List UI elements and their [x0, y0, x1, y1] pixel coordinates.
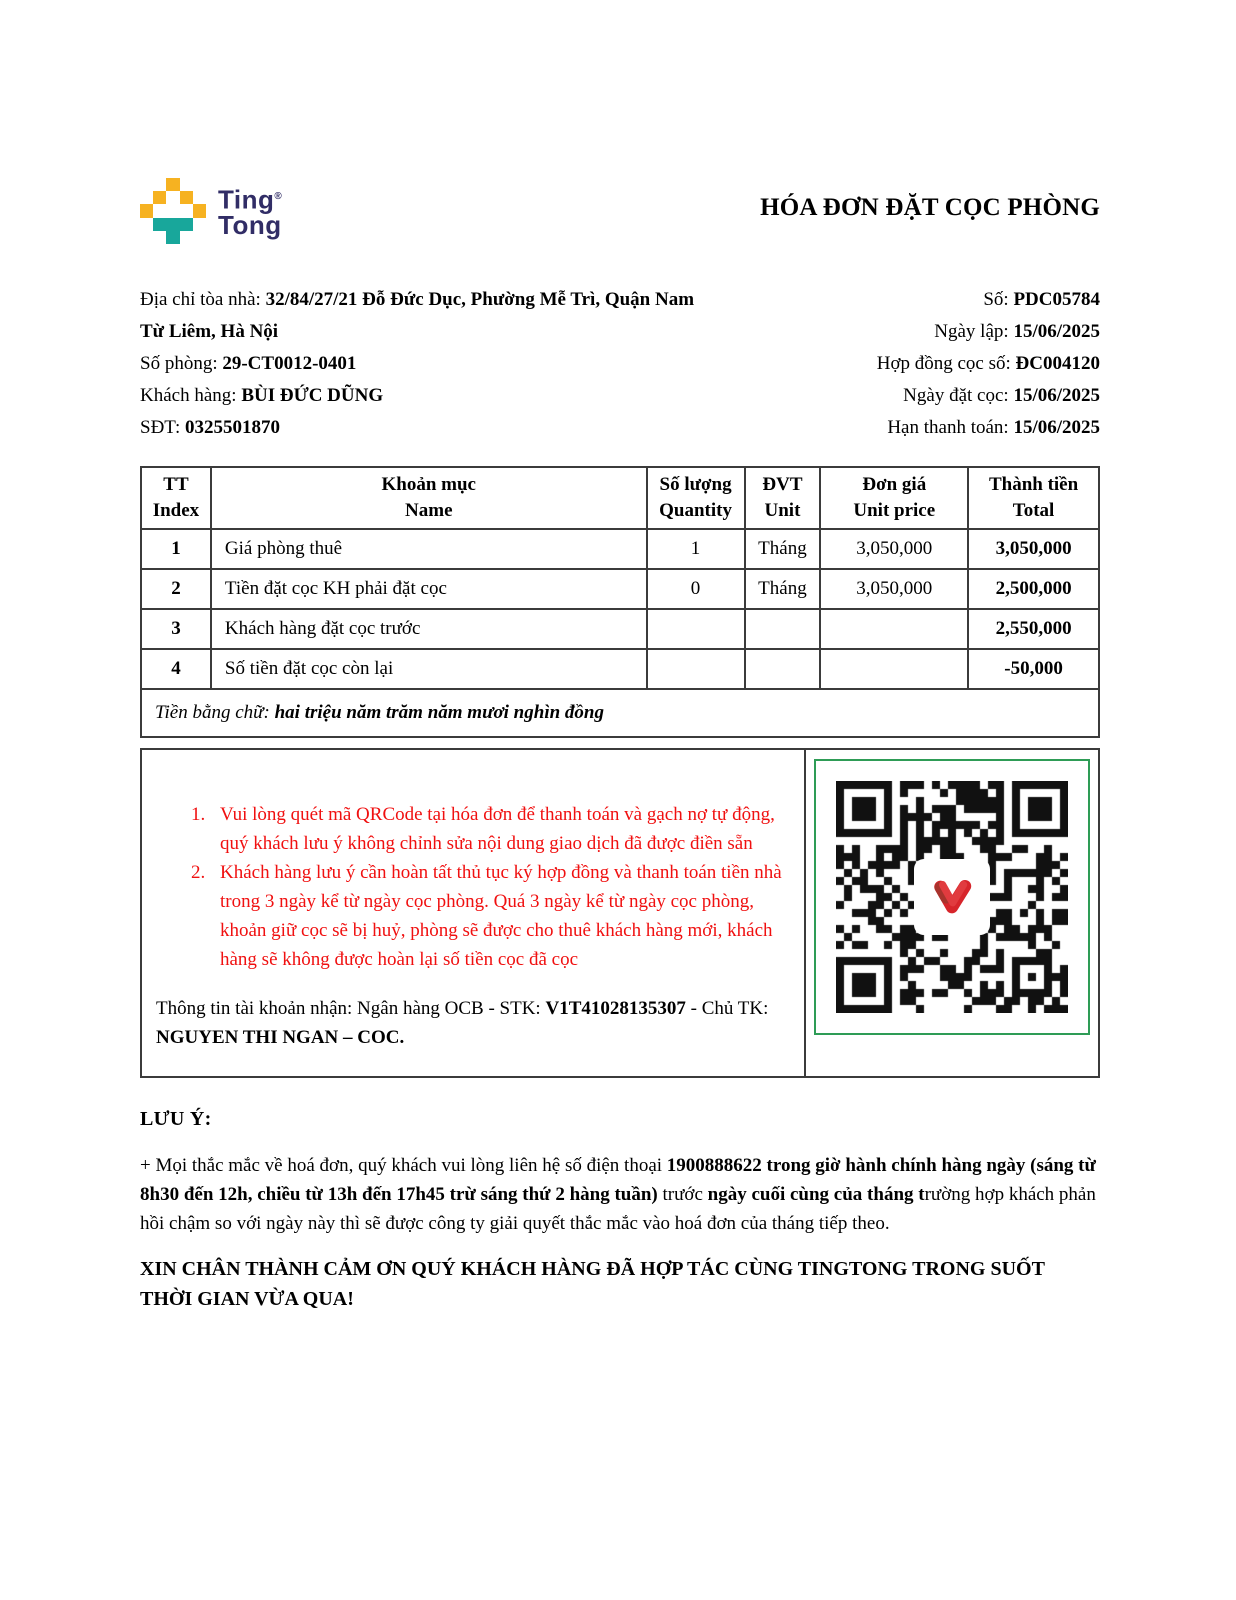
- notes-box: [140, 748, 1100, 1078]
- table-row: 1 Giá phòng thuê 1 Tháng 3,050,000 3,050,000: [141, 529, 1099, 569]
- payment-note-item: 2. Khách hàng lưu ý cần hoàn tất thủ tục ký hợp đồng và thanh toán tiền nhà trong 3 ngày kể từ ngày cọc phòng. Quá 3 ngày kể từ ngày cọc phòng, khoản giữ cọc sẽ bị huỷ, phòng sẽ được cho thuê khách hàng mới, khách hàng sẽ không được hoàn lại số tiền cọc đã cọc: [210, 858, 788, 974]
- room-number: Số phòng: 29-CT0012-0401: [140, 353, 357, 374]
- invoice-number: Số: PDC05784: [983, 289, 1100, 310]
- items-table: [140, 466, 1100, 738]
- tingtong-logo-text: Ting® Tong: [218, 184, 283, 240]
- payment-notes: [142, 750, 806, 1076]
- col-header-quantity: Số lượng Quantity: [647, 467, 745, 529]
- header: [140, 178, 1100, 244]
- qr-cell: [806, 750, 1098, 1076]
- footer-note: [140, 1108, 1100, 1314]
- qr-code: [836, 781, 1068, 1013]
- invoice-meta: [720, 284, 1100, 444]
- registered-mark: ®: [274, 191, 283, 203]
- invoice-info: [140, 284, 1100, 444]
- vietqr-heart-icon: [914, 859, 990, 935]
- col-header-name: Khoản mục Name: [211, 467, 647, 529]
- issue-date: Ngày lập: 15/06/2025: [934, 321, 1100, 342]
- table-header-row: [141, 467, 1099, 529]
- col-header-index: TT Index: [141, 467, 211, 529]
- customer-info: [140, 284, 700, 444]
- col-header-unit: ĐVT Unit: [745, 467, 821, 529]
- amount-in-words: Tiền bằng chữ: hai triệu năm trăm năm mươi nghìn đồng: [141, 689, 1099, 737]
- thanks-message: XIN CHÂN THÀNH CẢM ƠN QUÝ KHÁCH HÀNG ĐÃ HỢP TÁC CÙNG TINGTONG TRONG SUỐT THỜI GIAN VỪA QUA!: [140, 1258, 1045, 1310]
- contact-note: + Mọi thắc mắc về hoá đơn, quý khách vui lòng liên hệ số điện thoại 1900888622 trong giờ hành chính hàng ngày (sáng từ 8h30 đến 12h, chiều từ 13h đến 17h45 trừ sáng thứ 2 hàng tuần) trước ngày cuối cùng của tháng trường hợp khách phản hồi chậm so với ngày này thì sẽ được công ty giải quyết thắc mắc vào hoá đơn của tháng tiếp theo.: [140, 1155, 1096, 1234]
- col-header-unit-price: Đơn giá Unit price: [820, 467, 968, 529]
- amount-in-words-row: [141, 689, 1099, 737]
- col-header-total: Thành tiền Total: [968, 467, 1099, 529]
- building-address: Địa chỉ tòa nhà: 32/84/27/21 Đỗ Đức Dục, Phường Mễ Trì, Quận Nam Từ Liêm, Hà Nội: [140, 289, 695, 342]
- table-row: 2 Tiền đặt cọc KH phải đặt cọc 0 Tháng 3,050,000 2,500,000: [141, 569, 1099, 609]
- customer-name: Khách hàng: BÙI ĐỨC DŨNG: [140, 385, 384, 406]
- table-row: 3 Khách hàng đặt cọc trước 2,550,000: [141, 609, 1099, 649]
- payment-notes-list: [188, 800, 788, 974]
- contract-number: Hợp đồng cọc số: ĐC004120: [876, 353, 1100, 374]
- deposit-date: Ngày đặt cọc: 15/06/2025: [903, 385, 1100, 406]
- payment-due-date: Hạn thanh toán: 15/06/2025: [887, 417, 1100, 438]
- tingtong-logo-icon: [140, 178, 206, 244]
- qr-frame: [814, 759, 1090, 1035]
- payment-note-item: 1. Vui lòng quét mã QRCode tại hóa đơn để thanh toán và gạch nợ tự động, quý khách lưu ý không chỉnh sửa nội dung giao dịch đã được điền sẵn: [210, 800, 788, 858]
- tingtong-logo: [140, 178, 282, 244]
- page-title: HÓA ĐƠN ĐẶT CỌC PHÒNG: [760, 194, 1100, 221]
- table-row: 4 Số tiền đặt cọc còn lại -50,000: [141, 649, 1099, 689]
- note-heading: LƯU Ý:: [140, 1108, 212, 1130]
- bank-account-info: Thông tin tài khoản nhận: Ngân hàng OCB - STK: V1T41028135307 - Chủ TK: NGUYEN THI NGAN – COC.: [156, 998, 769, 1048]
- customer-phone: SĐT: 0325501870: [140, 417, 280, 438]
